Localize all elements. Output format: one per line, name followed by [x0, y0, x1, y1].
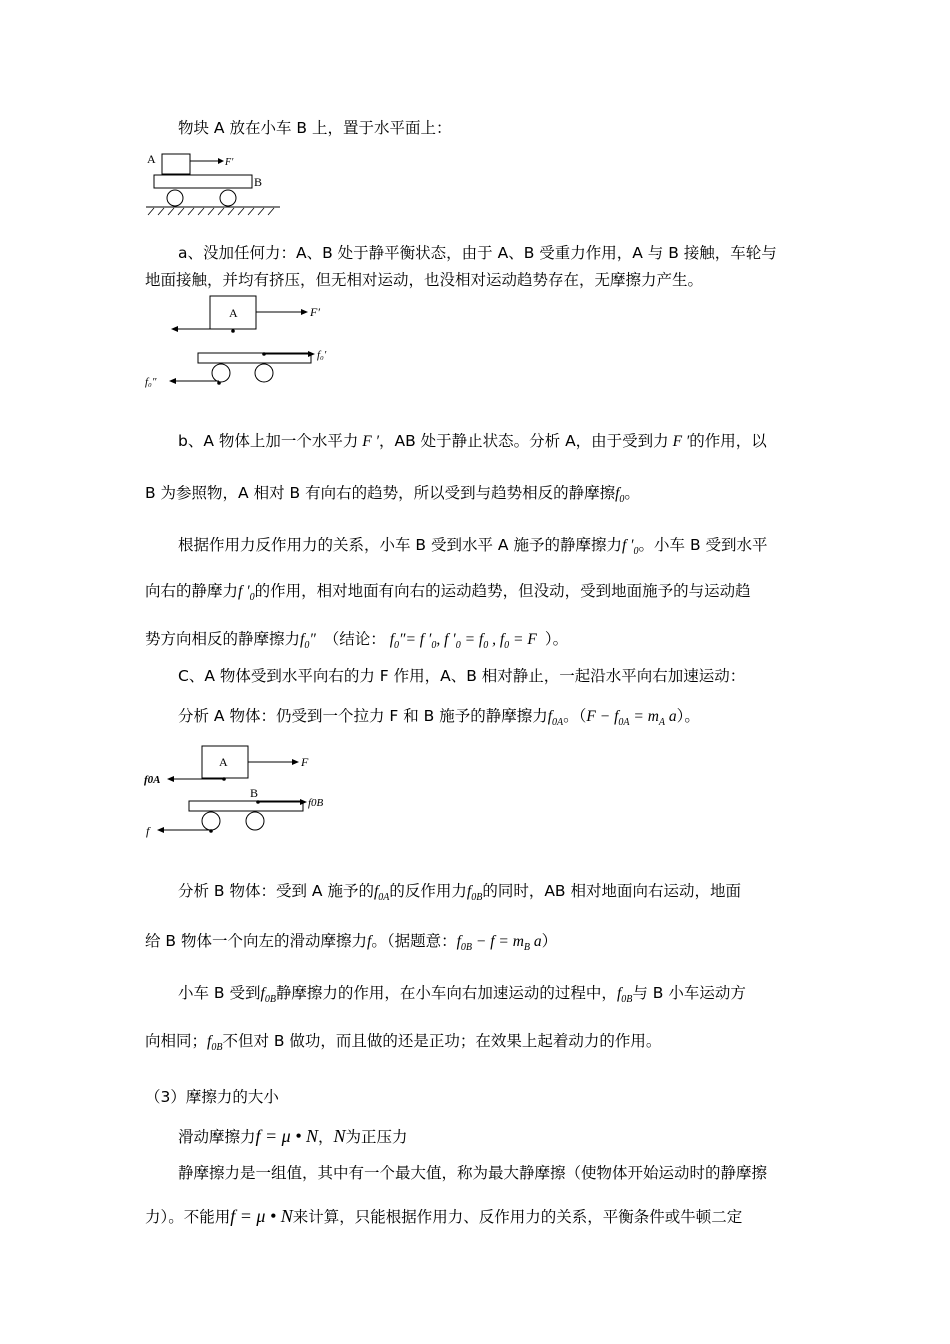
para-b-line2 — [145, 482, 640, 511]
para-c-text1: 分析 A 物体：仍受到一个拉力 F 和 B 施予的静摩擦力 — [178, 707, 548, 725]
math-f0-dprime: $f_0''$ — [300, 631, 316, 652]
math-conclusion: $f_0''= f$ $'_0$, f $'_0 = f_0$ , $f_0 = F$ — [385, 631, 537, 652]
label-f0b: f0B — [308, 797, 324, 809]
para-d-text5: 。（据题意： — [371, 932, 457, 950]
para-a-line2: 地面接触，并均有挤压，但无相对运动，也没相对运动趋势存在，无摩擦力产生。 — [145, 271, 704, 289]
figure-accelerating — [140, 740, 350, 840]
para-e-line1 — [178, 982, 746, 1011]
slide-text1: 滑动摩擦力 — [178, 1128, 256, 1146]
label-a: A — [147, 152, 156, 166]
para-c-text3: ）。 — [676, 707, 700, 725]
math-F-prime-2: F ′ — [668, 433, 690, 450]
para-d-text3: 的同时，AB 相对地面向右运动，地面 — [482, 882, 741, 900]
para-r-text3: 向右的静摩力 — [145, 582, 239, 600]
para-e-text5: 不但对 B 做功，而且做的还是正功；在效果上起着动力的作用。 — [222, 1032, 662, 1050]
label-f: F′ — [225, 157, 234, 168]
para-d-line2 — [145, 930, 557, 959]
label-a: A — [229, 306, 238, 320]
para-reaction-line3 — [145, 628, 568, 657]
math-f0-prime-2: f $'_0$ — [238, 583, 255, 604]
label-f0p: f₀′ — [317, 349, 327, 361]
para-c-line2 — [178, 705, 700, 734]
cart-b — [154, 175, 252, 188]
slide-text3: 为正压力 — [345, 1128, 408, 1146]
ground-hatch — [148, 208, 274, 215]
slide-text2: ， — [318, 1128, 334, 1146]
math-f0B-3: $f_{0B}$ — [616, 985, 633, 1006]
wheel-left — [167, 190, 183, 206]
para-reaction-line2 — [145, 580, 751, 609]
wheel-right — [220, 190, 236, 206]
para-r-text7: ）。 — [544, 630, 569, 648]
math-N: N — [333, 1126, 346, 1146]
para-r-text6: （结论： — [323, 630, 386, 648]
static-friction-line2 — [145, 1205, 742, 1228]
para-d-text1: 分析 B 物体：受到 A 施予的 — [178, 882, 374, 900]
para-r-text2: 。小车 B 受到水平 — [638, 536, 768, 554]
para-c-line1: C、A 物体受到水平向右的力 F 作用，A、B 相对静止，一起沿水平向右加速运动： — [178, 667, 746, 685]
para-reaction-line1 — [178, 534, 768, 563]
math-f0-prime: f $'_0$ — [621, 537, 639, 558]
math-f0B-4: $f_{0B}$ — [207, 1033, 223, 1054]
static-text2: 来计算，只能根据作用力、反作用力的关系，平衡条件或牛顿二定 — [292, 1208, 743, 1226]
math-newton-a: $F - f_{0A} = m_A$ a — [586, 708, 677, 729]
para-b-text3: 的作用，以 — [689, 432, 767, 450]
math-newton-b: $f_{0B} - f = m_B$ a — [456, 933, 542, 954]
math-f0: $f_0$ — [615, 485, 625, 506]
label-b: B — [254, 175, 263, 189]
para-r-text1: 根据作用力反作用力的关系，小车 B 受到水平 A 施予的静摩擦力 — [178, 536, 622, 554]
sliding-friction-line — [178, 1125, 408, 1148]
label-f0a: f0A — [144, 774, 161, 786]
para-e-line2 — [145, 1030, 661, 1059]
para-c-text2: 。（ — [563, 707, 587, 725]
para-a-line1: a、没加任何力：A、B 处于静平衡状态，由于 A、B 受重力作用，A 与 B 接触，车轮与 — [178, 244, 777, 262]
figure-static-friction — [140, 290, 350, 390]
math-f0A-2: $f_{0A}$ — [373, 883, 390, 904]
para-d-line1 — [178, 880, 741, 909]
para-b-text1: b、A 物体上加一个水平力 — [178, 432, 359, 450]
para-b-text2: ，AB 处于静止状态。分析 A，由于受到力 — [378, 432, 669, 450]
label-f: F′ — [310, 305, 320, 319]
para-e-text3: 与 B 小车运动方 — [632, 984, 746, 1002]
para-r-text4: 的作用，相对地面有向右的运动趋势，但没动，受到地面施予的与运动趋 — [254, 582, 751, 600]
static-text1: 力）。不能用 — [145, 1208, 231, 1226]
para-b-text4: B 为参照物，A 相对 B 有向右的趋势，所以受到与趋势相反的静摩擦 — [145, 484, 616, 502]
label-f: F — [301, 755, 309, 769]
para-d-text2: 的反作用力 — [389, 882, 467, 900]
para-r-text5: 势方向相反的静摩擦力 — [145, 630, 301, 648]
math-F-prime: F ′ — [358, 433, 379, 450]
para-b-line1 — [178, 430, 767, 453]
math-friction-formula: f = μ • N — [255, 1126, 319, 1146]
para-d-text4: 给 B 物体一个向左的滑动摩擦力 — [145, 932, 367, 950]
math-f0B-2: $f_{0B}$ — [260, 985, 276, 1006]
label-b: B — [250, 786, 259, 800]
label-a: A — [219, 755, 228, 769]
section-3-heading: （3）摩擦力的大小 — [145, 1088, 279, 1106]
math-friction-formula-2: f = μ • N — [230, 1206, 293, 1226]
block-a — [162, 154, 190, 174]
intro-text: 物块 A 放在小车 B 上，置于水平面上： — [178, 119, 452, 137]
label-f0pp: f₀″ — [145, 376, 157, 388]
para-e-text2: 静摩擦力的作用，在小车向右加速运动的过程中， — [275, 984, 617, 1002]
para-d-text6: ） — [541, 932, 558, 950]
para-b-text5: 。 — [624, 484, 640, 502]
figure-block-on-cart — [140, 148, 290, 216]
math-f: f — [367, 933, 372, 950]
math-f0A: $f_{0A}$ — [547, 708, 564, 729]
para-e-text1: 小车 B 受到 — [178, 984, 261, 1002]
label-fs: f — [146, 824, 150, 838]
static-friction-line1: 静摩擦力是一组值，其中有一个最大值，称为最大静摩擦（使物体开始运动时的静摩擦 — [178, 1164, 768, 1182]
para-e-text4: 向相同； — [145, 1032, 208, 1050]
math-f0B: $f_{0B}$ — [466, 883, 483, 904]
